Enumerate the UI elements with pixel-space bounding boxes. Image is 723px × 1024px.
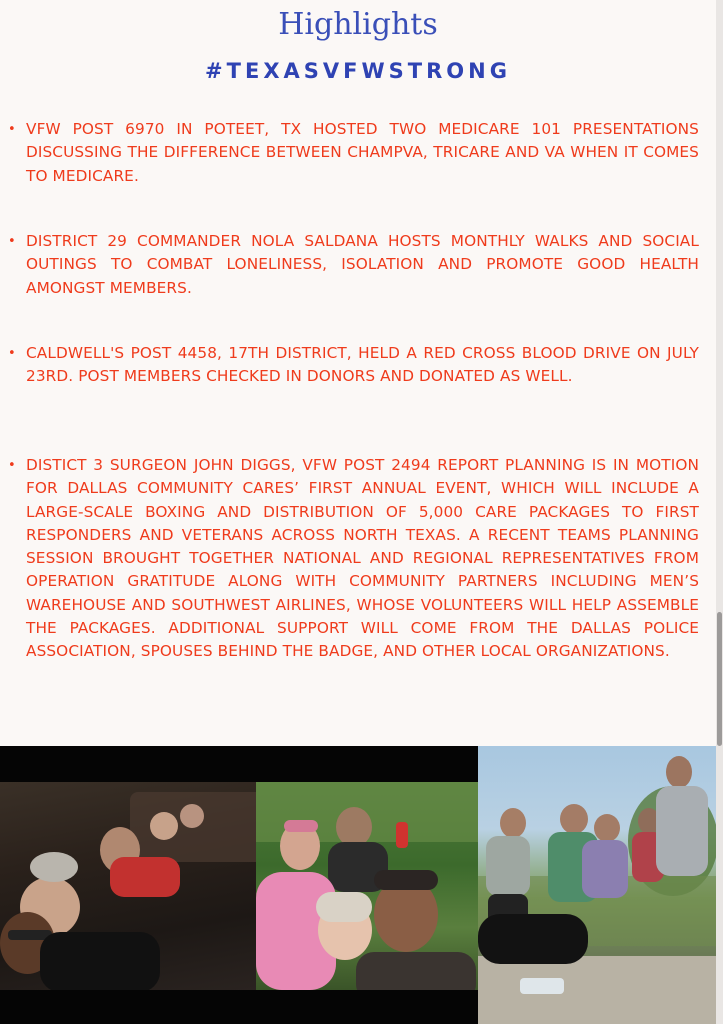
highlight-item-blood-drive: CALDWELL'S POST 4458, 17TH DISTRICT, HELD A RED CROSS BLOOD DRIVE ON JULY 23RD. POST MEMBERS CHECKED IN DONORS AND DONATED AS WELL. [26, 344, 699, 386]
scrollbar-thumb[interactable] [717, 612, 722, 746]
bullet-dot: • [8, 234, 16, 249]
bullet-dot: • [8, 346, 16, 361]
highlight-item-walks: DISTRICT 29 COMMANDER NOLA SALDANA HOSTS MONTHLY WALKS AND SOCIAL OUTINGS TO COMBAT LONELINESS, ISOLATION AND PROMOTE GOOD HEALTH AMONGST MEMBERS. [26, 232, 699, 297]
page-title: Highlights [278, 7, 438, 42]
hashtag-subtitle: #TEXASVFWSTRONG [205, 59, 511, 83]
bullet-dot: • [8, 458, 16, 473]
park-walk-photo [478, 746, 716, 1024]
scrollbar-track[interactable] [716, 0, 723, 1024]
highlight-item-medicare: VFW POST 6970 IN POTEET, TX HOSTED TWO MEDICARE 101 PRESENTATIONS DISCUSSING THE DIFFERENCE BETWEEN CHAMPVA, TRICARE AND VA WHEN IT COMES TO MEDICARE. [26, 120, 699, 185]
theater-group-photo [0, 782, 256, 990]
bullet-dot: • [8, 122, 16, 137]
highlight-item-care-packages: DISTICT 3 SURGEON JOHN DIGGS, VFW POST 2494 REPORT PLANNING IS IN MOTION FOR DALLAS COMMUNITY CARES’ FIRST ANNUAL EVENT, WHICH WILL INCLUDE A LARGE-SCALE BOXING AND DISTRIBUTION OF 5,000 CARE PACKAGES TO FIRST RESPONDERS AND VETERANS ACROSS NORTH TEXAS. A RECENT TEAMS PLANNING SESSION BROUGHT TOGETHER NATIONAL AND REGIONAL REPRESENTATIVES FROM OPERATION GRATITUDE ALONG WITH COMMUNITY PARTNERS INCLUDING MEN’S WAREHOUSE AND SOUTHWEST AIRLINES, WHOSE VOLUNTEERS WILL HELP ASSEMBLE THE PACKAGES. ADDITIONAL SUPPORT WILL COME FROM THE DALLAS POLICE ASSOCIATION, SPOUSES BEHIND THE BADGE, AND OTHER LOCAL ORGANIZATIONS. [26, 456, 699, 661]
hiking-group-photo [256, 782, 478, 990]
